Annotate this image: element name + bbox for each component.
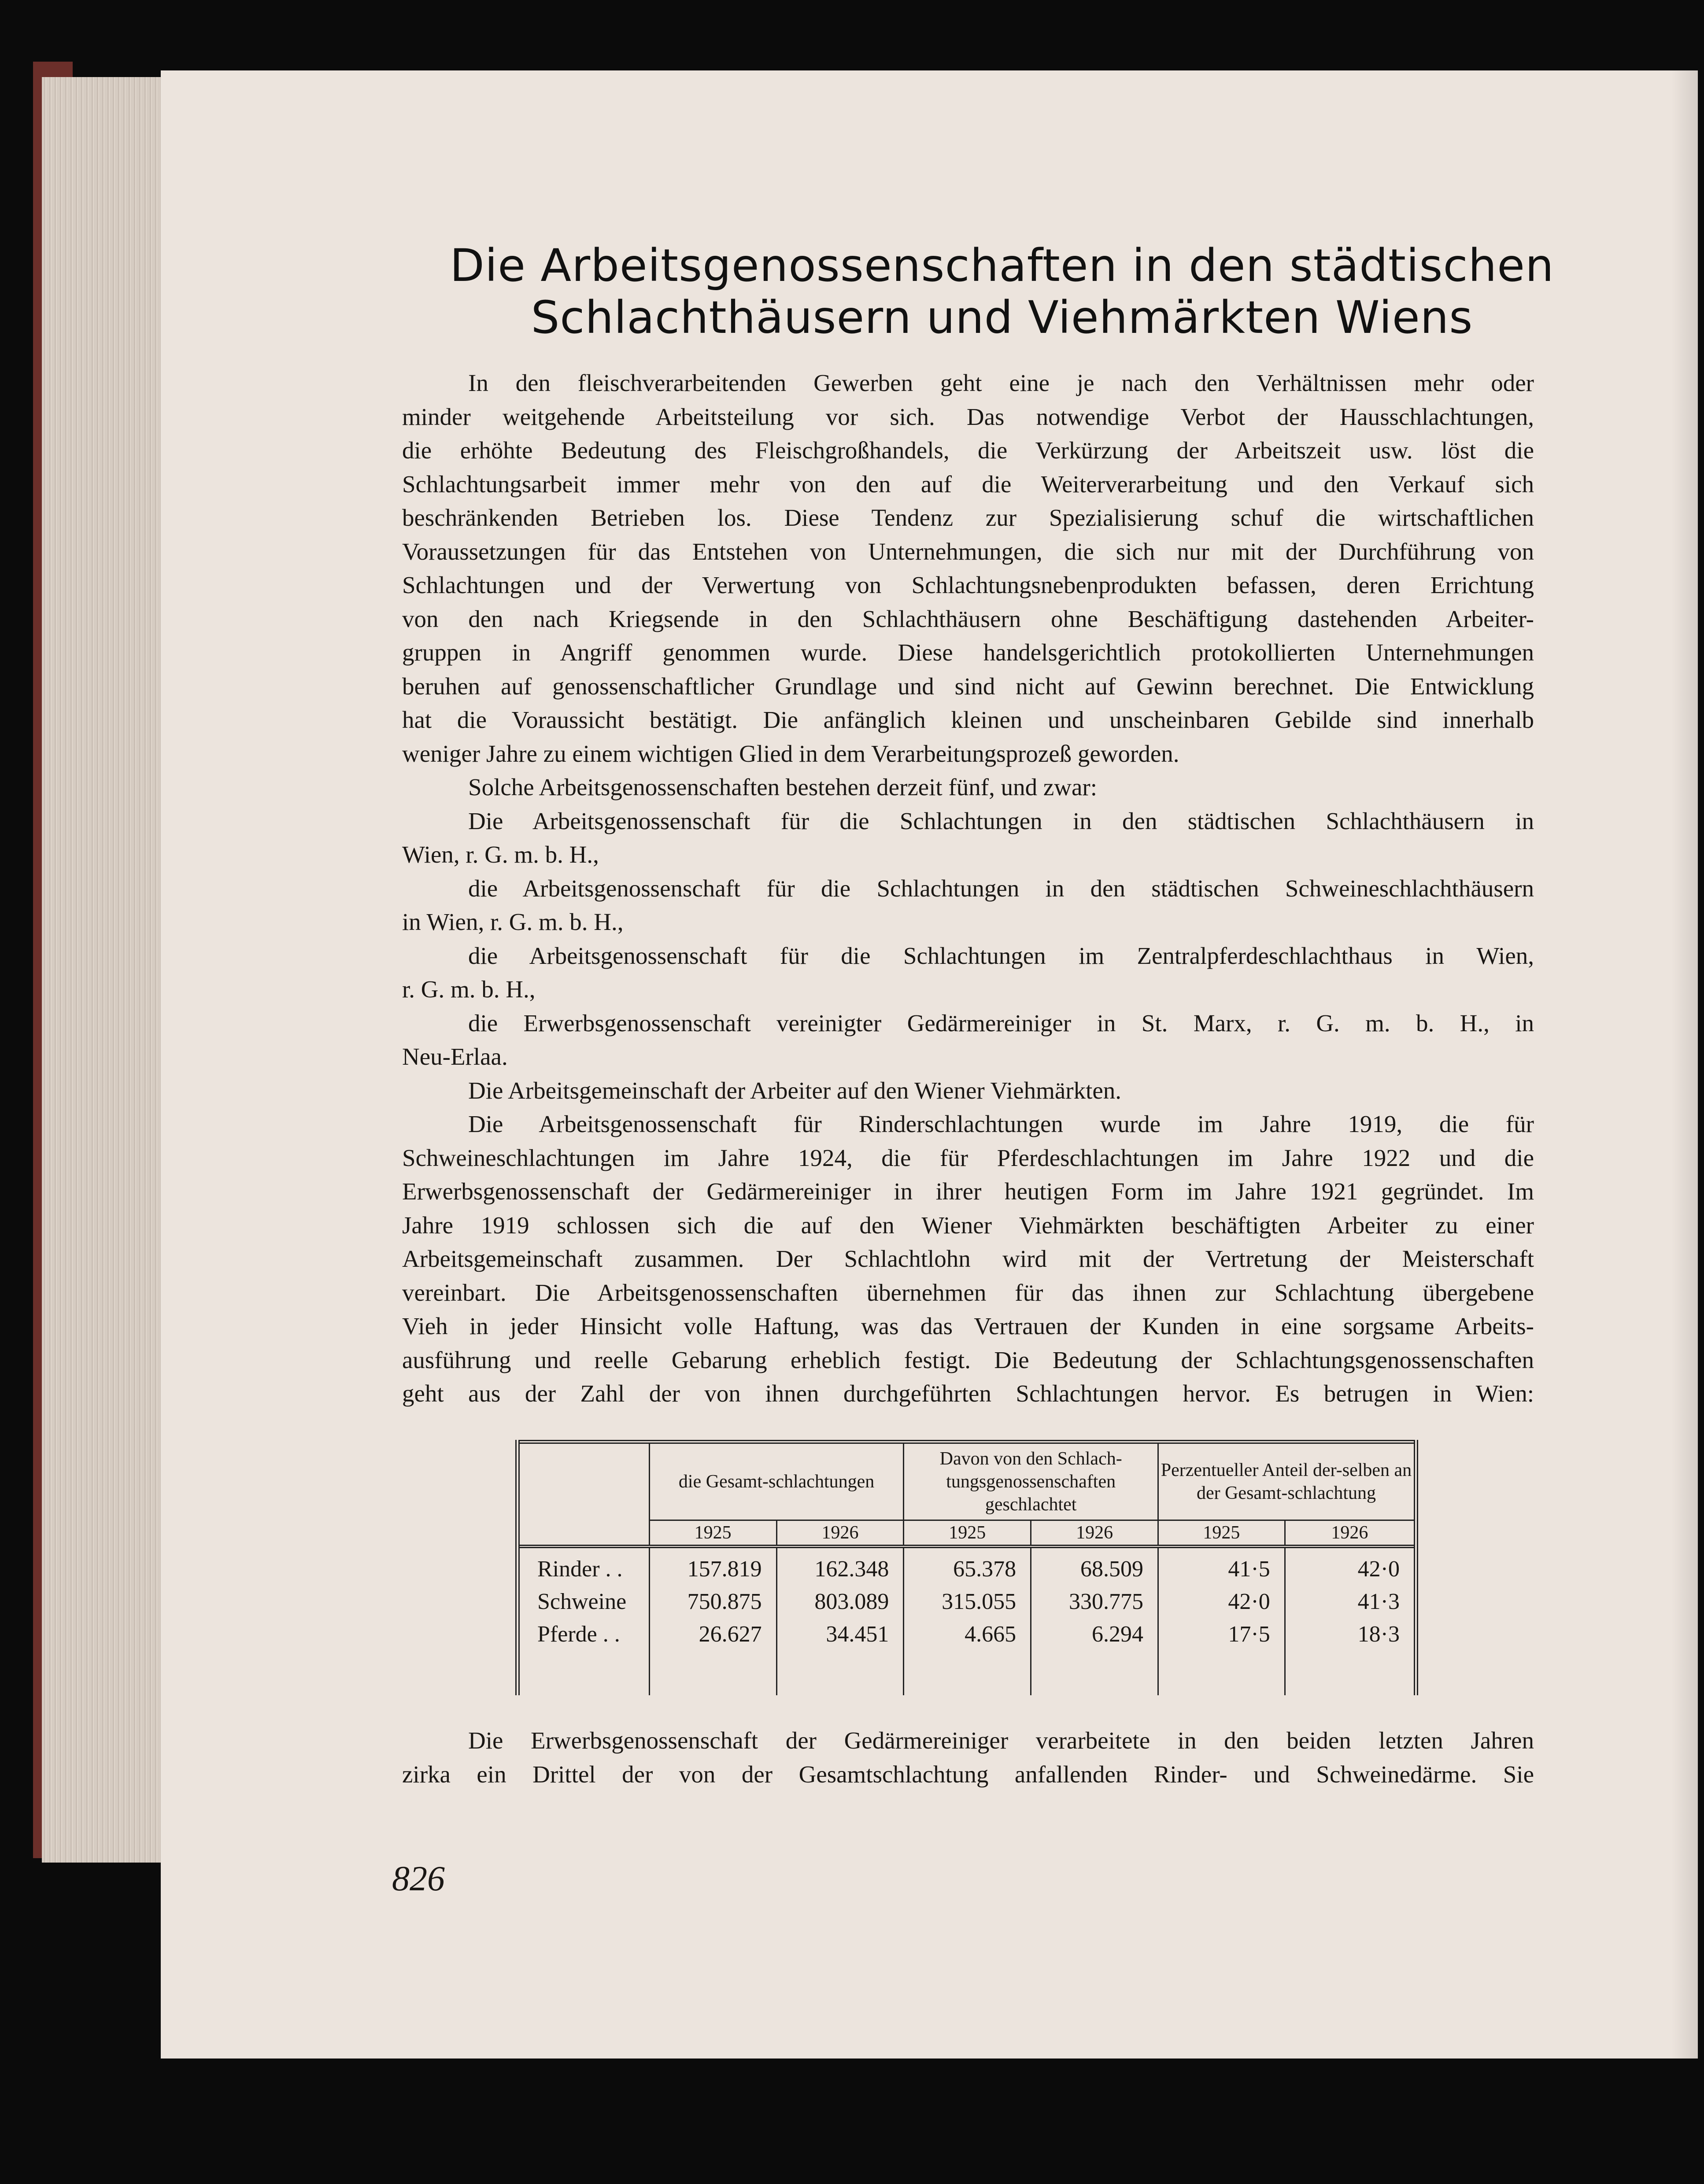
body-line: Wien, r. G. m. b. H.,	[402, 841, 599, 868]
table-cell: 157.819	[649, 1546, 776, 1586]
table-cell: 162.348	[776, 1546, 904, 1586]
table-cell: 41·3	[1285, 1586, 1416, 1618]
body-line: Erwerbsgenossenschaft der Gedärmereiniger in ihrer heutigen Form im Jahre 1921 gegründet. Im	[402, 1178, 1534, 1205]
year-header: 1926	[1031, 1520, 1158, 1547]
body-line: hat die Voraussicht bestätigt. Die anfänglich kleinen und unscheinbaren Gebilde sind innerhalb	[402, 706, 1534, 733]
body-line: Die Arbeitsgenossenschaft für Rinderschlachtungen wurde im Jahre 1919, die für	[468, 1110, 1534, 1137]
page-stack-edge	[42, 77, 167, 1863]
table-cell: 42·0	[1285, 1546, 1416, 1586]
body-line: In den fleischverarbeitenden Gewerben geht eine je nach den Verhältnissen mehr oder	[468, 369, 1534, 396]
table-row	[517, 1546, 1416, 1586]
body-line: zirka ein Drittel der von der Gesamtschlachtung anfallenden Rinder- und Schweinedärme. Sie	[402, 1760, 1534, 1788]
table-cell: 4.665	[904, 1618, 1031, 1695]
slaughter-statistics-table	[515, 1440, 1418, 1700]
body-line: beschränkenden Betrieben los. Diese Tendenz zur Spezialisierung schuf die wirtschaftlichen	[402, 504, 1534, 531]
table-cell: 315.055	[904, 1586, 1031, 1618]
body-line: weniger Jahre zu einem wichtigen Glied in dem Verarbeitungsprozeß geworden.	[402, 740, 1179, 767]
table-cell: 34.451	[776, 1618, 904, 1695]
table-cell: 18·3	[1285, 1618, 1416, 1695]
body-line: Solche Arbeitsgenossenschaften bestehen derzeit fünf, und zwar:	[468, 774, 1097, 801]
body-line: geht aus der Zahl der von ihnen durchgeführten Schlachtungen hervor. Es betrugen in Wien:	[402, 1380, 1534, 1407]
table-cell: 41·5	[1158, 1546, 1285, 1586]
body-line: vereinbart. Die Arbeitsgenossenschaften übernehmen für das ihnen zur Schlachtung übergebene	[402, 1279, 1534, 1306]
body-line: Die Erwerbsgenossenschaft der Gedärmereiniger verarbeitete in den beiden letzten Jahren	[468, 1727, 1534, 1754]
table-cell: 17·5	[1158, 1618, 1285, 1695]
row-label: Schweine	[537, 1589, 627, 1614]
table-cell: 803.089	[776, 1586, 904, 1618]
body-line: von den nach Kriegsende in den Schlachthäusern ohne Beschäftigung dastehenden Arbeiter-	[402, 605, 1534, 632]
table-cell: 750.875	[649, 1586, 776, 1618]
header-cooperative-slaughters: Davon von den Schlach-tungsgenossenschaften geschlachtet	[904, 1442, 1158, 1520]
year-header: 1925	[649, 1520, 776, 1547]
page-title	[396, 240, 1608, 344]
year-header: 1925	[1158, 1520, 1285, 1547]
body-line: Schlachtungsarbeit immer mehr von den auf die Weiterverarbeitung und den Verkauf sich	[402, 470, 1534, 498]
continuation-text	[402, 1724, 1534, 1791]
header-percentage-share: Perzentueller Anteil der-selben an der Gesamt-schlachtung	[1158, 1442, 1416, 1520]
body-line: Jahre 1919 schlossen sich die auf den Wiener Viehmärkten beschäftigten Arbeiter zu einer	[402, 1211, 1534, 1239]
body-line: die Arbeitsgenossenschaft für die Schlachtungen in den städtischen Schweineschlachthäusern	[468, 874, 1534, 902]
table-cell: 68.509	[1031, 1546, 1158, 1586]
table-row	[517, 1618, 1416, 1695]
title-line-2: Schlachthäusern und Viehmärkten Wiens	[531, 291, 1473, 344]
body-line: gruppen in Angriff genommen wurde. Diese handelsgerichtlich protokollierten Unternehmungen	[402, 639, 1534, 666]
body-line: die erhöhte Bedeutung des Fleischgroßhandels, die Verkürzung der Arbeitszeit usw. löst die	[402, 437, 1534, 464]
year-header: 1926	[776, 1520, 904, 1547]
table-cell: 330.775	[1031, 1586, 1158, 1618]
table-cell: 26.627	[649, 1618, 776, 1695]
body-line: Die Arbeitsgenossenschaft für die Schlachtungen in den städtischen Schlachthäusern in	[468, 807, 1534, 834]
table-cell: 65.378	[904, 1546, 1031, 1586]
body-line: Voraussetzungen für das Entstehen von Unternehmungen, die sich nur mit der Durchführung von	[402, 538, 1534, 565]
body-line: Neu-Erlaa.	[402, 1043, 508, 1070]
body-line: minder weitgehende Arbeitsteilung vor sich. Das notwendige Verbot der Hausschlachtungen,	[402, 403, 1534, 430]
body-line: ausführung und reelle Gebarung erheblich festigt. Die Bedeutung der Schlachtungsgenossenschaften	[402, 1346, 1534, 1373]
body-line: Schlachtungen und der Verwertung von Schlachtungsnebenprodukten befassen, deren Errichtung	[402, 572, 1534, 598]
body-line: die Arbeitsgenossenschaft für die Schlachtungen im Zentralpferdeschlachthaus in Wien,	[468, 942, 1534, 969]
table-cell: 6.294	[1031, 1618, 1158, 1695]
body-line: r. G. m. b. H.,	[402, 976, 536, 1003]
year-header: 1926	[1285, 1520, 1416, 1547]
year-header: 1925	[904, 1520, 1031, 1547]
table-cell: 42·0	[1158, 1586, 1285, 1618]
header-total-slaughters: die Gesamt-schlachtungen	[649, 1442, 904, 1520]
row-label: Pferde . .	[537, 1622, 620, 1647]
body-line: beruhen auf genossenschaftlicher Grundlage und sind nicht auf Gewinn berechnet. Die Entwicklung	[402, 672, 1534, 700]
body-line: Arbeitsgemeinschaft zusammen. Der Schlachtlohn wird mit der Vertretung der Meisterschaft	[402, 1245, 1534, 1272]
body-line: Vieh in jeder Hinsicht volle Haftung, was das Vertrauen der Kunden in eine sorgsame Arbeits-	[402, 1313, 1534, 1339]
body-line: Die Arbeitsgemeinschaft der Arbeiter auf den Wiener Viehmärkten.	[468, 1077, 1122, 1104]
body-line: Schweineschlachtungen im Jahre 1924, die für Pferdeschlachtungen im Jahre 1922 und die	[402, 1144, 1534, 1171]
title-line-1: Die Arbeitsgenossenschaften in den städtischen	[450, 240, 1554, 292]
body-line: in Wien, r. G. m. b. H.,	[402, 908, 624, 935]
body-line: die Erwerbsgenossenschaft vereinigter Gedärmereiniger in St. Marx, r. G. m. b. H., in	[468, 1009, 1534, 1037]
row-label: Rinder . .	[537, 1557, 623, 1582]
page-number: 826	[392, 1859, 445, 1898]
body-text	[402, 366, 1534, 1411]
table-row	[517, 1586, 1416, 1618]
